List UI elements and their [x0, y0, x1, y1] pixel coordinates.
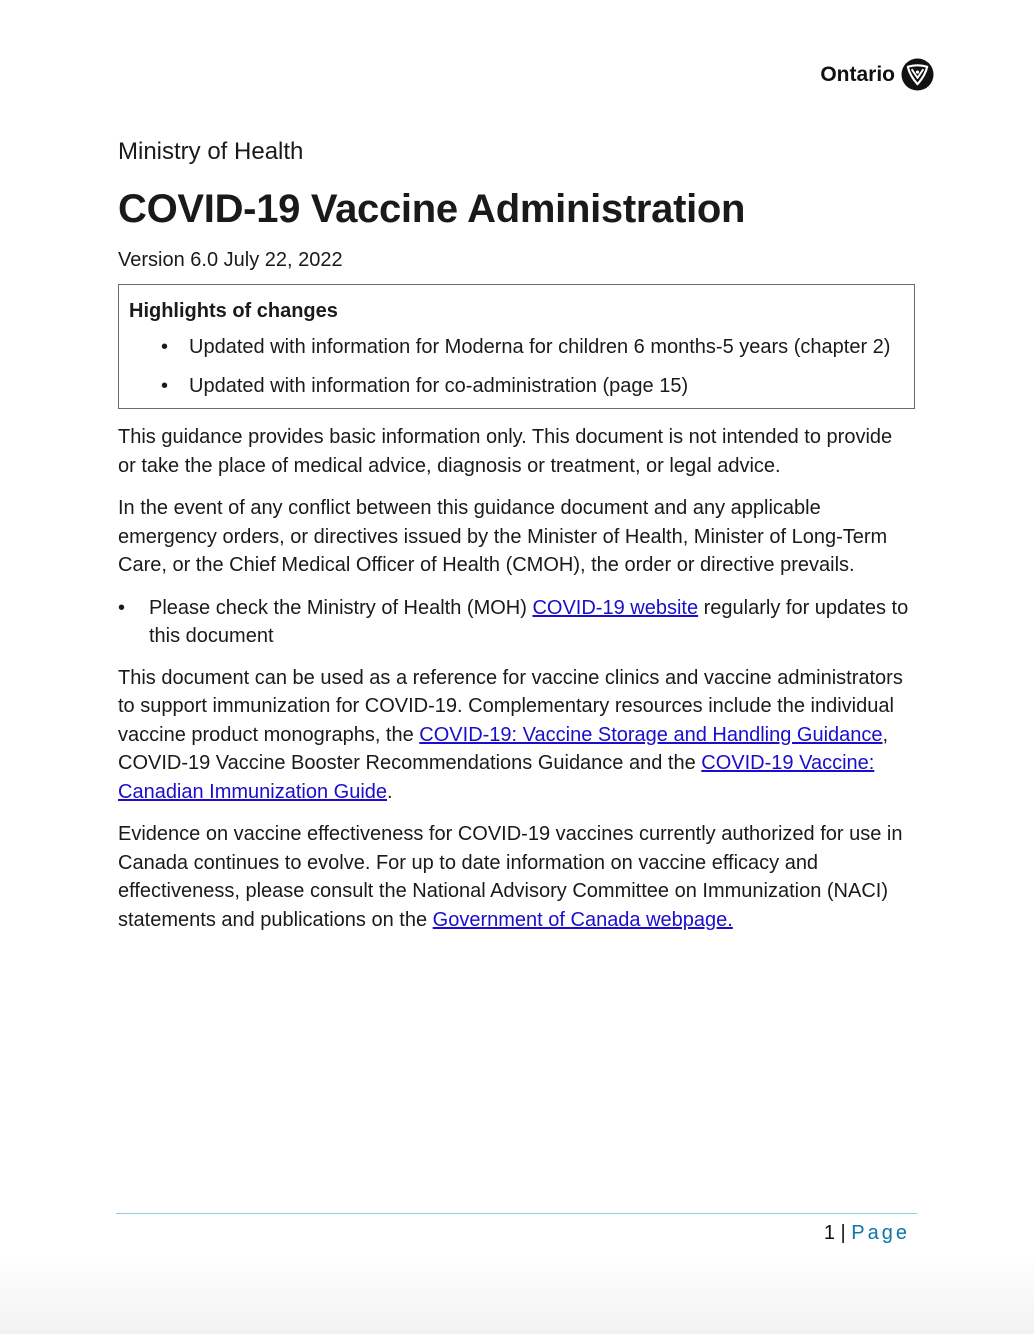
highlight-text: Updated with information for co-administration (page 15) — [189, 375, 689, 397]
reference-text-after: . — [387, 780, 393, 803]
storage-handling-guidance-link[interactable]: COVID-19: Vaccine Storage and Handling Guidance — [419, 723, 883, 746]
bullet-icon: • — [118, 596, 126, 619]
highlight-item — [129, 372, 904, 400]
bullet-icon: • — [161, 336, 169, 358]
reference-text-before: This document can be used as a reference for vaccine clinics and vaccine administrators to support immunization for COVID-19. Complementary resources include the individual vaccine product monographs, the — [118, 666, 903, 746]
page-footer — [824, 1219, 910, 1247]
highlights-list — [129, 333, 904, 400]
evidence-text: Evidence on vaccine effectiveness for COVID-19 vaccines currently authorized for use in Canada continues to evolve. For up to date information on vaccine efficacy and effectiveness, please consult the National Advisory Committee on Immunization (NACI) statements and publications on the — [118, 823, 903, 931]
highlights-title: Highlights of changes — [129, 300, 338, 322]
update-notice-text-after: regularly for updates to this document — [149, 596, 909, 647]
ontario-trillium-logo-icon — [901, 58, 934, 91]
reference-text-middle: , COVID-19 Vaccine Booster Recommendations Guidance and the — [118, 723, 889, 774]
covid-website-link[interactable]: COVID-19 website — [532, 596, 699, 619]
reference-paragraph — [118, 664, 915, 807]
ontario-logo-text: Ontario — [820, 62, 895, 86]
bullet-icon: • — [161, 375, 169, 397]
ontario-logo — [820, 58, 934, 91]
update-notice-list — [118, 594, 915, 650]
highlight-text: Updated with information for Moderna for children 6 months-5 years (chapter 2) — [189, 336, 891, 358]
page-shadow — [0, 1254, 1034, 1334]
document-body — [118, 134, 915, 934]
canadian-immunization-guide-link[interactable]: COVID-19 Vaccine: Canadian Immunization Guide — [118, 752, 875, 803]
evidence-paragraph — [118, 820, 915, 934]
conflict-paragraph: In the event of any conflict between this guidance document and any applicable emergency orders, or directives issued by the Minister of Health, Minister of Long-Term Care, or the Chief Medical Officer of Health (CMOH), the order or directive prevails. — [118, 497, 888, 576]
ministry-name: Ministry of Health — [118, 138, 304, 165]
government-of-canada-link[interactable]: Government of Canada webpage. — [432, 908, 733, 931]
document-title: COVID-19 Vaccine Administration — [118, 187, 746, 231]
footer-rule — [116, 1213, 917, 1214]
page-number: 1 — [823, 1222, 835, 1244]
document-version: Version 6.0 July 22, 2022 — [118, 249, 343, 271]
footer-separator: | — [840, 1222, 846, 1244]
highlights-box — [118, 284, 915, 409]
page-label: Page — [851, 1222, 910, 1244]
update-notice-item — [118, 594, 915, 650]
update-notice-text-before: Please check the Ministry of Health (MOH) — [149, 596, 533, 619]
highlight-item — [129, 333, 904, 361]
disclaimer-paragraph: This guidance provides basic information only. This document is not intended to provide or take the place of medical advice, diagnosis or treatment, or legal advice. — [118, 426, 893, 477]
